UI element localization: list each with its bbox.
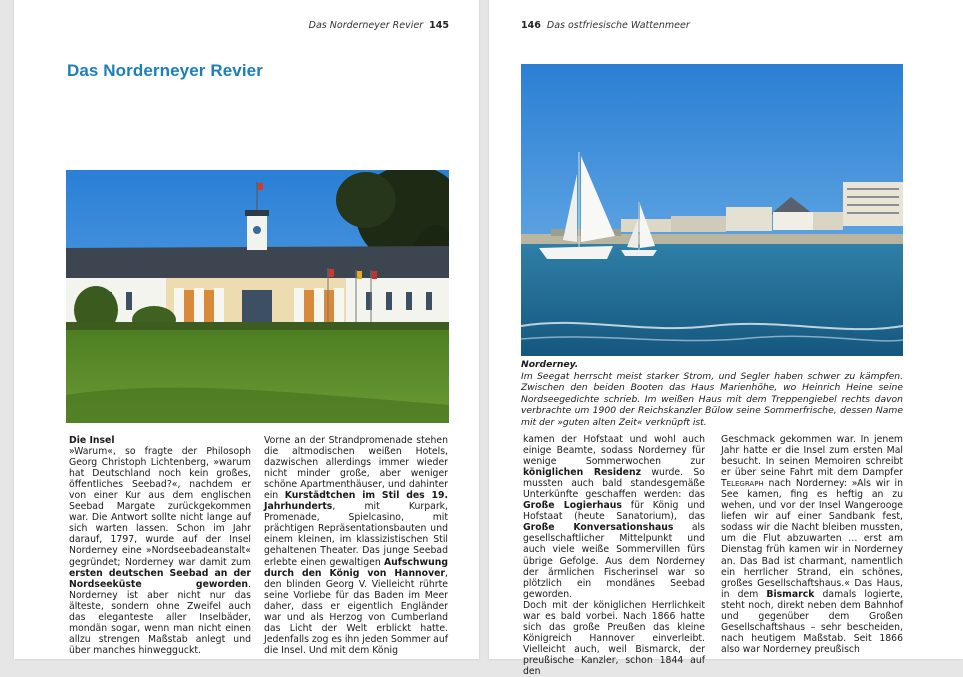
bold-term: ersten deutschen Seebad an der Nordseeküste geworden — [69, 567, 251, 590]
bold-term: königlichen Residenz — [523, 467, 641, 479]
caption-text: Im Seegat herrscht meist starker Strom, und Segler haben schwer zu kämpfen. Zwischen den beiden Booten das Haus Marienhöhe, wo Heinrich Heine seine Nordseegedichte schrieb. Im weißen Haus mit dem Treppengiebel rechts davon verbrachte um 1900 der Reichskanzler Bülow seine Sommerfrische, dessen Name mit der »guten alten Zeit« verknüpft ist. — [521, 370, 903, 428]
page-number: 146 — [521, 20, 541, 31]
running-head-right — [521, 20, 690, 31]
body-text: wurde. So mussten auch bald standesgemäße Unterkünfte geschaffen werden: das — [523, 467, 705, 501]
ship-name: Telegraph — [721, 478, 764, 490]
left-page — [14, 0, 479, 659]
right-page — [489, 0, 963, 677]
text-column-3 — [523, 434, 705, 677]
text-column-4 — [721, 434, 903, 655]
caption-title: Norderney. — [521, 359, 579, 370]
text-column-2 — [264, 435, 448, 656]
body-text: Geschmack gekommen war. In jenem Jahr hatte er die Insel zum ersten Mal besucht. In seinen Memoiren schreibt er über seine Fahrt mit dem Dampfer — [721, 434, 903, 479]
body-text: Vorne an der Strandpromenade stehen die altmodischen weißen Hotels, dazwischen allerdings immer wieder nicht minder große, aber weniger schöne Apartmenthäuser, und dahinter ein — [264, 435, 448, 502]
body-text: für König und Hofstaat (heute Sanatorium), das — [523, 500, 705, 523]
bold-term: Große Logierhaus — [523, 500, 622, 512]
running-head-title: Das Norderneyer Revier — [308, 20, 424, 31]
section-heading: Die Insel — [69, 435, 115, 446]
body-text: nach Norderney: »Als wir in See kamen, fing es heftig an zu wehen, und vor der Insel Wangerooge liefen wir auf einer Sandbank fest, sodass wir die Nacht bleiben mussten, um die Flut abzuwarten … erst am Dienstag früh kamen wir in Norderney an. Das Bad ist charmant, namentlich ein herrlicher Strand, ein schönes, großes Gesellschaftshaus.« Das Haus, in dem — [721, 478, 903, 600]
running-head-title: Das ostfriesische Wattenmeer — [546, 20, 690, 31]
body-text: kamen der Hofstaat und wohl auch einige Beamte, sodass Norderney für wenige Sommerwochen zur — [523, 434, 705, 468]
kurhaus-photo — [66, 170, 449, 423]
text-column-1 — [69, 435, 251, 656]
body-text: , den blinden Georg V. Vielleicht rührte seine Vorliebe für das Baden im Meer daher, dass er eigentlich Engländer war und als Herzog von Cumberland das Licht der Welt erblickt hatte. Jedenfalls zog es ihn jeden Sommer auf die Insel. Und mit dem König — [264, 567, 449, 656]
bold-term: Bismarck — [766, 588, 815, 600]
body-text: . Norderney ist aber nicht nur das älteste, sondern ohne Zweifel auch das eleganteste aller Inselbäder, mondän sogar, wenn man nicht einen allzu strengen Maßstab anlegt und über manches hinwegguckt. — [69, 578, 251, 656]
running-head-left — [309, 20, 449, 31]
body-text: , mit Kurpark, Promenade, Spielcasino, mit prächtigen Repräsentationsbauten und einem kleinen, im klassizistischen Stil gehaltenen Theater. Das junge Seebad erlebte einen gewaltigen — [264, 501, 448, 568]
body-text: Doch mit der königlichen Herrlichkeit war es bald vorbei. Nach 1866 hatte sich das große Preußen das kleine Königreich Hannover einverleibt. Vielleicht auch, weil Bismarck, der preußische Kanzler, schon 1844 auf den — [523, 599, 705, 677]
page-number: 145 — [429, 20, 449, 31]
chapter-title: Das Norderneyer Revier — [67, 61, 263, 80]
body-text: als gesellschaftlicher Mittelpunkt und auch viele weiße Sommervillen fürs übrige Gefolge. Aus dem Norderney der ärmlichen Fischerinsel war so plötzlich ein mondänes Seebad geworden. — [523, 522, 705, 600]
bold-term: Aufschwung durch den König von Hannover — [264, 556, 448, 579]
body-text: »Warum«, so fragte der Philosoph Georg Christoph Lichtenberg, »warum hat Deutschland noch kein großes, öffentliches Seebad?«, nachdem er von einer Kur aus dem englischen Seebad Margate zurückgekommen war. Die Antwort sollte nicht lange auf sich warten lassen. Schon im Jahr darauf, 1797, wurde auf der Insel Norderney eine »Nordseebadeanstalt« gegründet; Norderney war damit zum — [69, 446, 251, 568]
sailing-boats-photo — [521, 64, 903, 356]
bold-term: Große Konversationshaus — [523, 522, 674, 534]
body-text: damals logierte, steht noch, direkt neben dem Bahnhof und gegenüber dem Großen Gesellschaftshaus – sehr bescheiden, nach heutigem Maßstab. Seit 1866 also war Norderney preußisch — [721, 588, 903, 655]
bold-term: Kurstädtchen im Stil des 19. Jahrhunderts — [264, 490, 448, 513]
photo-caption — [521, 359, 903, 428]
